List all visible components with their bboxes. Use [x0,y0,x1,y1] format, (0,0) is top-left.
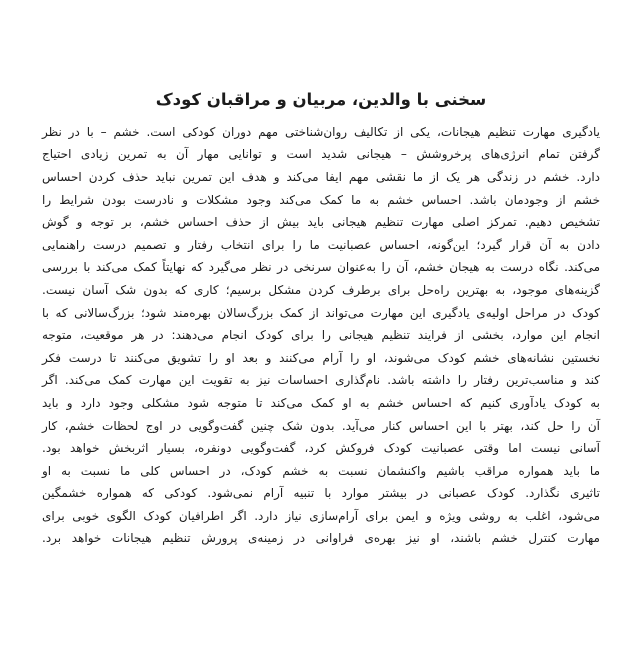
text-line: انجام این موارد، بخشی از فرایند تنظیم هیجانی را برای کودک انجام می‌دهند: در هر موقعیت، متوجه [42,328,600,343]
text-line: می‌شود، اغلب به روشی ویژه و ایمن برای آرام‌سازی نیاز دارد. اگر اطرافیان کودک الگوی خوبی برای [42,508,600,523]
text-line: دادن به آن قرار گیرد؛ این‌گونه، احساس عصبانیت ما را برای انتخاب رفتار و تصمیم درست راهنمایی [42,237,600,252]
text-line: آسانی نیست اما وقتی عصبانیت کودک فروکش کرد، گفت‌وگویی دونفره، بسیار اثربخش خواهد بود. [42,441,600,456]
text-line: مهارت کنترل خشم باشند، او نیز بهره‌ی فراوانی در زمینه‌ی پرورش تنظیم هیجانات خواهد برد. [42,531,600,546]
text-line: کودک در مراحل اولیه‌ی یادگیری این مهارت می‌تواند از کمک بزرگ‌سالان بهره‌مند شود؛ بزرگ‌سالانی که با [42,305,600,320]
text-line: نخستین نشانه‌های خشم کودک می‌شوند، او را آرام می‌کنند و بعد او را تشویق می‌کنند تا درست فکر [42,350,600,365]
text-line: آن را حل کند، بهتر با این احساس کنار می‌آید. بدون شک چنین گفت‌وگویی در اوج لحظات خشم، کار [42,418,600,433]
text-line: گزینه‌های موجود، به بهترین راه‌حل برای برطرف کردن مشکل برسیم؛ کاری که بدون شک آسان نیست. [42,282,600,297]
page-title: سخنی با والدین، مربیان و مراقبان کودک [155,90,487,109]
text-line: دارد. خشم در زندگی هر یک از ما نقشی مهم ایفا می‌کند و هدف این تمرین نباید حذف کردن احساس [42,169,600,184]
text-line: ما باید همواره مراقب باشیم واکنشمان نسبت به خشم کودک، در احساس کلی ما نسبت به او [42,463,600,478]
text-line: می‌کند. نگاه درست به هیجان خشم، آن را به‌عنوان سرنخی در نظر می‌گیرد که نهایتاً کمک می‌کند با بررسی [42,260,600,275]
text-line: تاثیری نگذارد. کودک عصبانی در بیشتر موارد با تنبیه آرام نمی‌شود. کودکی که همواره خشمگین [42,486,600,501]
text-line: یادگیری مهارت تنظیم هیجانات، یکی از تکالیف روان‌شناختی مهم دوران کودکی است. خشم – با در نظر [42,124,600,139]
text-line: خشم از وجودمان باشد. احساس خشم به ما کمک می‌کند وجود مشکلات و نادرست بودن شرایط را [42,192,600,207]
text-line: به کودک یادآوری کنیم که احساس خشم به او کمک می‌کند تا متوجه شود مشکلی وجود دارد و باید [42,395,600,410]
text-line: تشخیص دهیم. تمرکز اصلی مهارت تنظیم هیجانی باید بیش از حذف احساس خشم، بر توجه و گوش [42,215,600,230]
text-line: کند و مناسب‌ترین رفتار را داشته باشد. نام‌گذاری احساسات نیز به تقویت این مهارت کمک می‌کند. اگر [42,373,600,388]
article-body [42,121,600,550]
text-line: گرفتن تمام انرژی‌های پرخروشش – هیجانی شدید است و توانایی مهار آن به تمرین زیادی احتیاج [42,147,600,162]
